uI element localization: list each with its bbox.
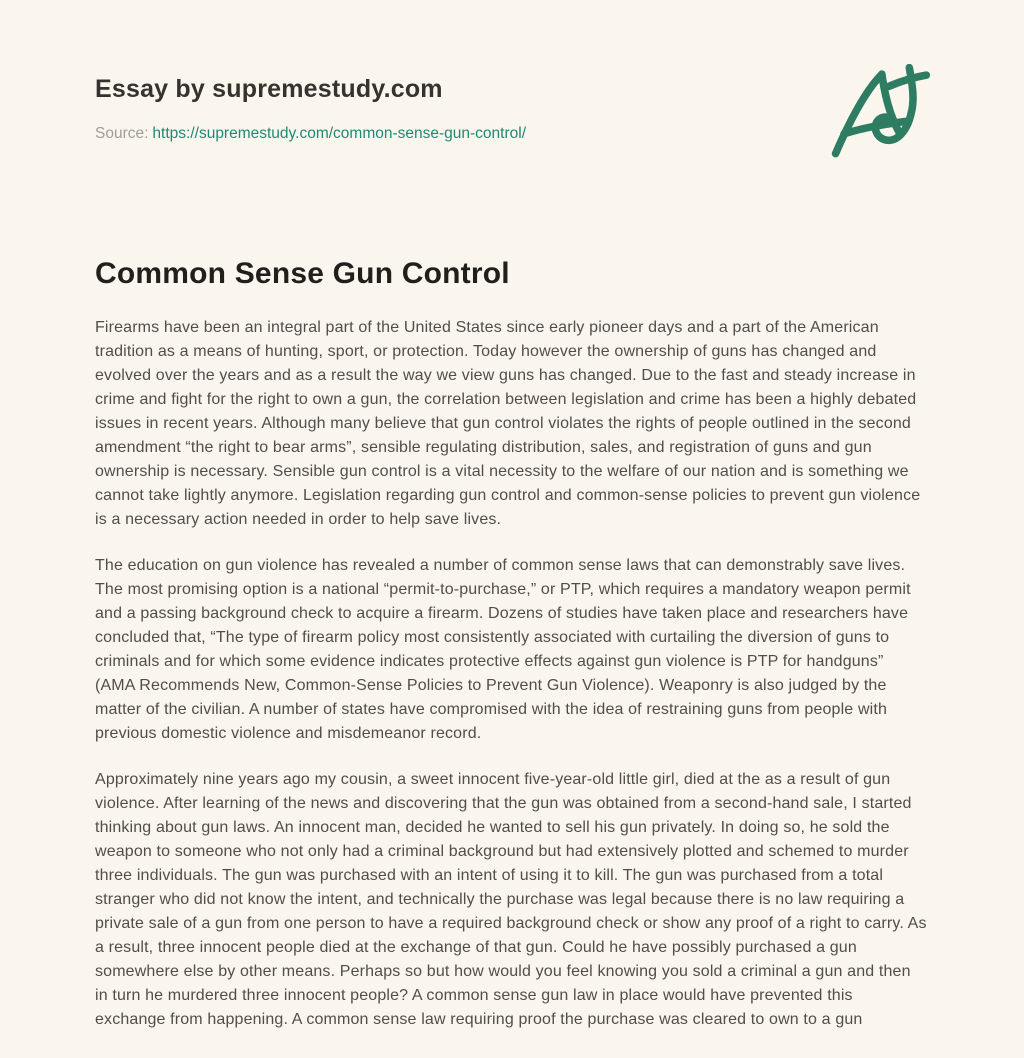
essay-paragraph: Approximately nine years ago my cousin, a sweet innocent five-year-old little girl, died at the as a result of gun violence. After learning of the news and discovering that the gun was obtained from a second-hand sale, I started thinking about gun laws. An innocent man, decided he wanted to sell his gun privately. In doing so, he sold the weapon to someone who not only had a criminal background but had extensively plotted and schemed to murder three individuals. The gun was purchased with an intent of using it to kill. The gun was purchased from a total stranger who did not know the intent, and technically the purchase was legal because there is no law requiring a private sale of a gun from one person to have a required background check or show any proof of a right to carry. As a result, three innocent people died at the exchange of that gun. Could he have possibly purchased a gun somewhere else by other means. Perhaps so but how would you feel knowing you sold a criminal a gun and then in turn he murdered three innocent people? A common sense gun law in place would have prevented this exchange from happening. A common sense law requiring proof the purchase was cleared to own to a gun bbox=[95, 771, 927, 1028]
source-link[interactable]: https://supremestudy.com/common-sense-gun-control/ bbox=[152, 125, 527, 142]
page-title: Essay by supremestudy.com bbox=[95, 75, 443, 103]
a-plus-logo-icon bbox=[828, 64, 932, 160]
essay-paragraph: The education on gun violence has revealed a number of common sense laws that can demonstrably save lives. The most promising option is a national “permit-to-purchase,” or PTP, which requires a mandatory weapon permit and a passing background check to acquire a firearm. Dozens of studies have taken place and researchers have concluded that, “The type of firearm policy most consistently associated with curtailing the diversion of guns to criminals and for which some evidence indicates protective effects against gun violence is PTP for handguns” (AMA Recommends New, Common-Sense Policies to Prevent Gun Violence). Weaponry is also judged by the matter of the civilian. A number of states have compromised with the idea of restraining guns from people with previous domestic violence and misdemeanor record. bbox=[95, 557, 911, 742]
a-plus-logo bbox=[828, 64, 932, 160]
content-column bbox=[95, 0, 927, 1032]
essay-title: Common Sense Gun Control bbox=[95, 257, 510, 290]
source-line bbox=[95, 124, 927, 144]
essay-paragraph: Firearms have been an integral part of the United States since early pioneer days and a part of the American tradition as a means of hunting, sport, or protection. Today however the ownership of guns has changed and evolved over the years and as a result the way we view guns has changed. Due to the fast and steady increase in crime and fight for the right to own a gun, the correlation between legislation and crime has been a highly debated issues in recent years. Although many believe that gun control violates the rights of people outlined in the second amendment “the right to bear arms”, sensible regulating distribution, sales, and registration of guns and gun ownership is necessary. Sensible gun control is a vital necessity to the welfare of our nation and is something we cannot take lightly anymore. Legislation regarding gun control and common-sense policies to prevent gun violence is a necessary action needed in order to help save lives. bbox=[95, 319, 921, 528]
source-label: Source: bbox=[95, 125, 149, 142]
essay-body bbox=[95, 316, 927, 1032]
